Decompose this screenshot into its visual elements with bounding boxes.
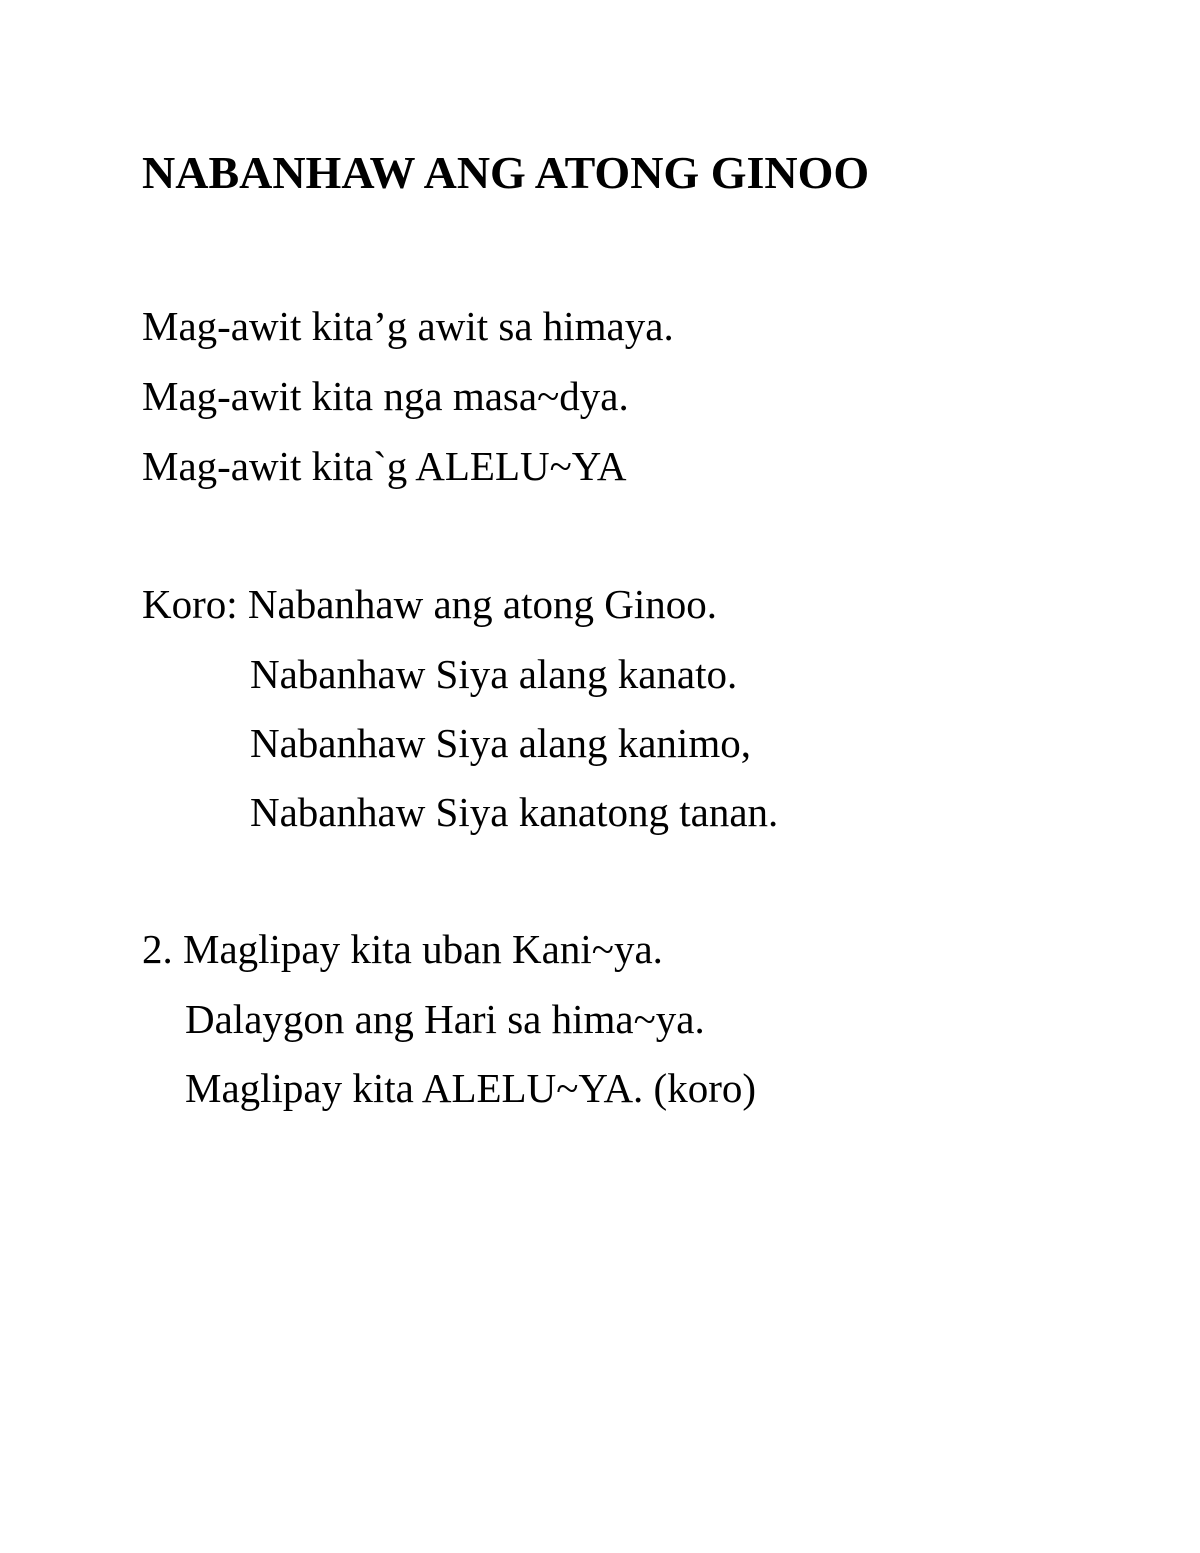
- verse-2-line-3: Maglipay kita ALELU~YA. (koro): [185, 1065, 757, 1111]
- song-title: NABANHAW ANG ATONG GINOO: [142, 147, 870, 198]
- verse-1-line-3: Mag-awit kita`g ALELU~YA: [142, 443, 627, 489]
- verse-1-line-2: Mag-awit kita nga masa~dya.: [142, 373, 629, 419]
- chorus-line-1: Nabanhaw Siya alang kanato.: [250, 651, 738, 697]
- verse-1-line-1: Mag-awit kita’g awit sa himaya.: [142, 303, 674, 349]
- chorus-line-3: Nabanhaw Siya kanatong tanan.: [250, 789, 779, 835]
- chorus-label-line: Koro: Nabanhaw ang atong Ginoo.: [142, 581, 718, 627]
- chorus-line-2: Nabanhaw Siya alang kanimo,: [250, 720, 751, 766]
- verse-2-line-2: Dalaygon ang Hari sa hima~ya.: [185, 996, 705, 1042]
- verse-2-line-1: 2. Maglipay kita uban Kani~ya.: [142, 926, 663, 972]
